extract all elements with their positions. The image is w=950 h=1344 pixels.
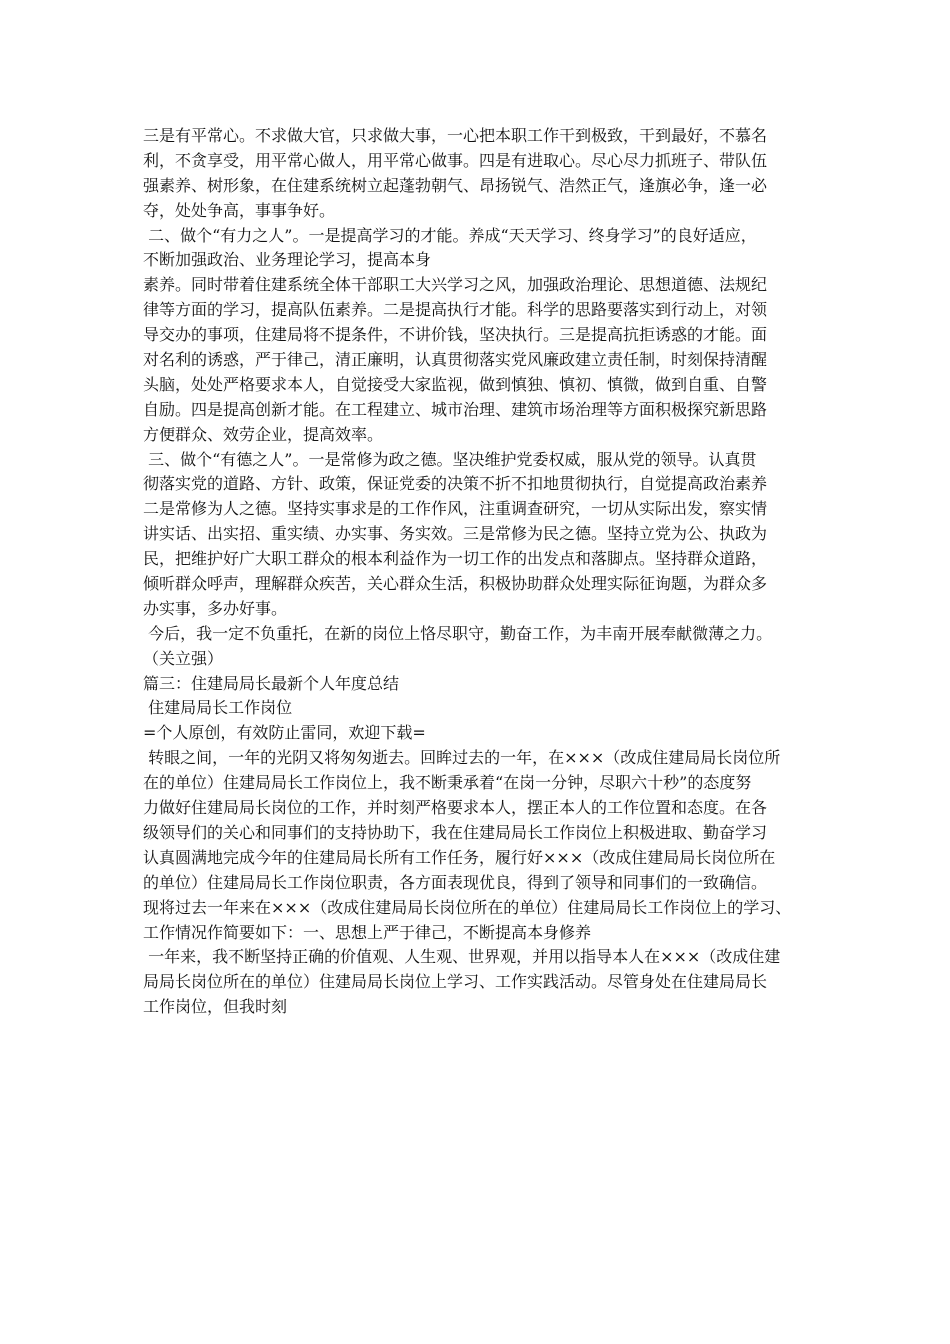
text-line: 局局长岗位所在的单位）住建局局长岗位上学习、工作实践活动。尽管身处在住建局局长 <box>143 972 768 992</box>
text-line: （关立强） <box>143 648 224 668</box>
text-line: 现将过去一年来在×××（改成住建局局长岗位所在的单位）住建局局长工作岗位上的学习、 <box>143 897 792 917</box>
text-line: 强素养、树形象，在住建系统树立起蓬勃朝气、昂扬锐气、浩然正气，逢旗必争，逢一必 <box>143 175 768 195</box>
text-line: 三是有平常心。不求做大官，只求做大事，一心把本职工作干到极致，干到最好，不慕名 <box>143 126 768 145</box>
text-line: 导交办的事项，住建局将不提条件，不讲价钱，坚决执行。三是提高抗拒诱惑的才能。面 <box>143 325 768 345</box>
text-line: 利，不贪享受，用平常心做人，用平常心做事。四是有进取心。尽心尽力抓班子、带队伍 <box>143 150 768 170</box>
document-page <box>143 124 823 1020</box>
section-title: 篇三：住建局局长最新个人年度总结 <box>143 673 400 693</box>
text-line: 三、做个“有德之人”。一是常修为政之德。坚决维护党委权威，服从党的领导。认真贯 <box>143 449 757 469</box>
text-line: 的单位）住建局局长工作岗位职责，各方面表现优良，得到了领导和同事们的一致确信。 <box>143 872 768 892</box>
text-line: 对名利的诱惑，严于律己，清正廉明，认真贯彻落实党风廉政建立责任制，时刻保持清醒 <box>143 350 768 370</box>
text-line: 转眼之间，一年的光阴又将匆匆逝去。回眸过去的一年，在×××（改成住建局局长岗位所 <box>143 748 781 768</box>
text-line: 自励。四是提高创新才能。在工程建立、城市治理、建筑市场治理等方面积极探究新思路 <box>143 399 768 419</box>
text-line: 住建局局长工作岗位 <box>143 698 293 718</box>
text-line: 倾听群众呼声，理解群众疾苦，关心群众生活，积极协助群众处理实际征询题，为群众多 <box>143 574 768 594</box>
text-line: =个人原创，有效防止雷同，欢迎下载= <box>143 723 426 743</box>
text-line: 夺，处处争高，事事争好。 <box>143 200 336 220</box>
text-line: 不断加强政治、业务理论学习，提高本身 <box>143 250 432 270</box>
text-line: 民，把维护好广大职工群众的根本利益作为一切工作的出发点和落脚点。坚持群众道路， <box>143 549 768 569</box>
text-line: 方便群众、效劳企业，提高效率。 <box>143 424 384 444</box>
text-line: 彻落实党的道路、方针、政策，保证党委的决策不折不扣地贯彻执行，自觉提高政治素养 <box>143 474 768 494</box>
text-line: 素养。同时带着住建系统全体干部职工大兴学习之风，加强政治理论、思想道德、法规纪 <box>143 275 768 295</box>
text-line: 力做好住建局局长岗位的工作，并时刻严格要求本人，摆正本人的工作位置和态度。在各 <box>143 798 768 818</box>
text-line: 级领导们的关心和同事们的支持协助下，我在住建局局长工作岗位上积极进取、勤奋学习 <box>143 822 768 842</box>
text-line: 讲实话、出实招、重实绩、办实事、务实效。三是常修为民之德。坚持立党为公、执政为 <box>143 524 768 544</box>
text-line: 头脑，处处严格要求本人，自觉接受大家监视，做到慎独、慎初、慎微，做到自重、自警 <box>143 374 768 394</box>
text-line: 认真圆满地完成今年的住建局局长所有工作任务，履行好×××（改成住建局局长岗位所在 <box>143 847 776 867</box>
text-line: 二、做个“有力之人”。一是提高学习的才能。养成“天天学习、终身学习”的良好适应， <box>143 225 757 245</box>
text-line: 律等方面的学习，提高队伍素养。二是提高执行才能。科学的思路要落实到行动上，对领 <box>143 300 768 320</box>
text-line: 办实事，多办好事。 <box>143 598 288 618</box>
text-line: 今后，我一定不负重托，在新的岗位上恪尽职守，勤奋工作，为丰南开展奉献微薄之力。 <box>143 623 773 643</box>
text-line: 一年来，我不断坚持正确的价值观、人生观、世界观，并用以指导本人在×××（改成住建 <box>143 947 781 967</box>
text-line: 工作岗位，但我时刻 <box>143 997 288 1017</box>
text-line: 二是常修为人之德。坚持实事求是的工作作风，注重调查研究，一切从实际出发，察实情 <box>143 499 768 519</box>
text-line: 在的单位）住建局局长工作岗位上，我不断秉承着“在岗一分钟，尽职六十秒”的态度努 <box>143 773 752 793</box>
text-line: 工作情况作简要如下：一、思想上严于律己，不断提高本身修养 <box>143 922 592 942</box>
